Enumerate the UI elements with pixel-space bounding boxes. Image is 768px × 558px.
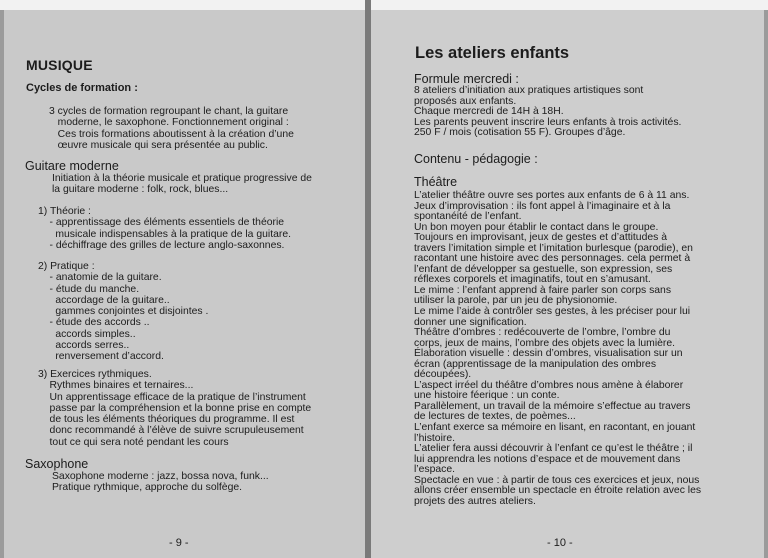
theatre-heading: Théâtre [414, 175, 458, 189]
formula-text: 8 ateliers d’initiation aux pratiques artistiques sont proposés aux enfants. Chaque mercredi de 14H à 18H. Les parents peuvent inscrire leurs enfants à trois activités. 250 F / mois (cotisation 55 F). Groupes d’âge. [414, 85, 682, 139]
content-heading: Contenu - pédagogie : [414, 152, 538, 166]
intro-paragraph: 3 cycles de formation regroupant le chant, la guitare moderne, le saxophone. Fonctionnement original : Ces trois formations aboutissent à la création d’une œuvre musicale qui sera présentée au public. [49, 106, 294, 151]
saxophone-heading: Saxophone [25, 457, 89, 471]
page-number: - 10 - [547, 537, 573, 549]
guitar-heading: Guitare moderne [25, 159, 119, 173]
section-subtitle: Cycles de formation : [26, 82, 138, 94]
theory-list: 1) Théorie : - apprentissage des éléments essentiels de théorie musicale indispensables à la pratique de la guitare. - déchiffrage des grilles de lecture anglo-saxonnes. [38, 206, 291, 251]
page-number: - 9 - [169, 537, 189, 549]
right-page [371, 10, 764, 558]
saxophone-text: Saxophone moderne : jazz, bossa nova, funk... Pratique rythmique, approche du solfège. [52, 471, 269, 494]
practice-list: 2) Pratique : - anatomie de la guitare. - étude du manche. accordage de la guitare.. gammes conjointes et disjointes . - étude des accords .. accords simples.. accords serres.. renversement d’accord. [38, 261, 209, 363]
page-title: Les ateliers enfants [415, 44, 570, 62]
scanner-top-edge [0, 0, 768, 10]
theatre-text: L’atelier théâtre ouvre ses portes aux enfants de 6 à 11 ans. Jeux d’improvisation : ils font appel à l’imaginaire et à la spontanéité de l’enfant. Un bon moyen pour établir le contact dans le groupe. Toujours en improvisant, jeux de gestes et d’attitudes à travers l’imitation simple et l’imitation burlesque (parodie), en racontant une histoire avec des personnages. cela permet à l’enfant de développer sa gestuelle, son expression, ses réflexes corporels et imaginatifs, tout en s’amusant. Le mime : l’enfant apprend à faire parler son corps sans utiliser la parole, par un jeu de physionomie. Le mime l’aide à contrôler ses gestes, à les préciser pour lui donner une signification. Théâtre d’ombres : redécouverte de l’ombre, l’ombre du corps, jeux de mains, l’ombre des objets avec la lumière. Élaboration visuelle : dessin d’ombres, visualisation sur un écran (apprentissage de la manipulation des ombres découpées). L’aspect irréel du théâtre d’ombres nous amène à élaborer une histoire féerique : un conte. Parallèlement, un travail de la mémoire s’effectue au travers de lectures de textes, de poèmes... L’enfant exerce sa mémoire en lisant, en racontant, en jouant l’histoire. L’atelier fera aussi découvrir à l’enfant ce qu’est le théâtre ; il lui apprendra les notions d’espace et de mouvement dans l’espace. Spectacle en vue : à partir de tous ces exercices et jeux, nous allons créer ensemble un spectacle en étroite relation avec les projets des autres ateliers. [414, 190, 702, 507]
guitar-intro: Initiation à la théorie musicale et pratique progressive de la guitare moderne : folk, rock, blues... [52, 173, 312, 196]
left-page [4, 10, 366, 558]
exercises-paragraph: 3) Exercices rythmiques. Rythmes binaires et ternaires... Un apprentissage efficace de la pratique de l’instrument passe par la compréhension et la bonne prise en compte de tous les éléments théoriques du programme. Il est donc recommandé à l’élève de suivre scrupuleusement tout ce qui sera noté pendant les cours [38, 369, 312, 448]
formula-heading: Formule mercredi : [414, 72, 519, 86]
page-title: MUSIQUE [26, 57, 93, 73]
